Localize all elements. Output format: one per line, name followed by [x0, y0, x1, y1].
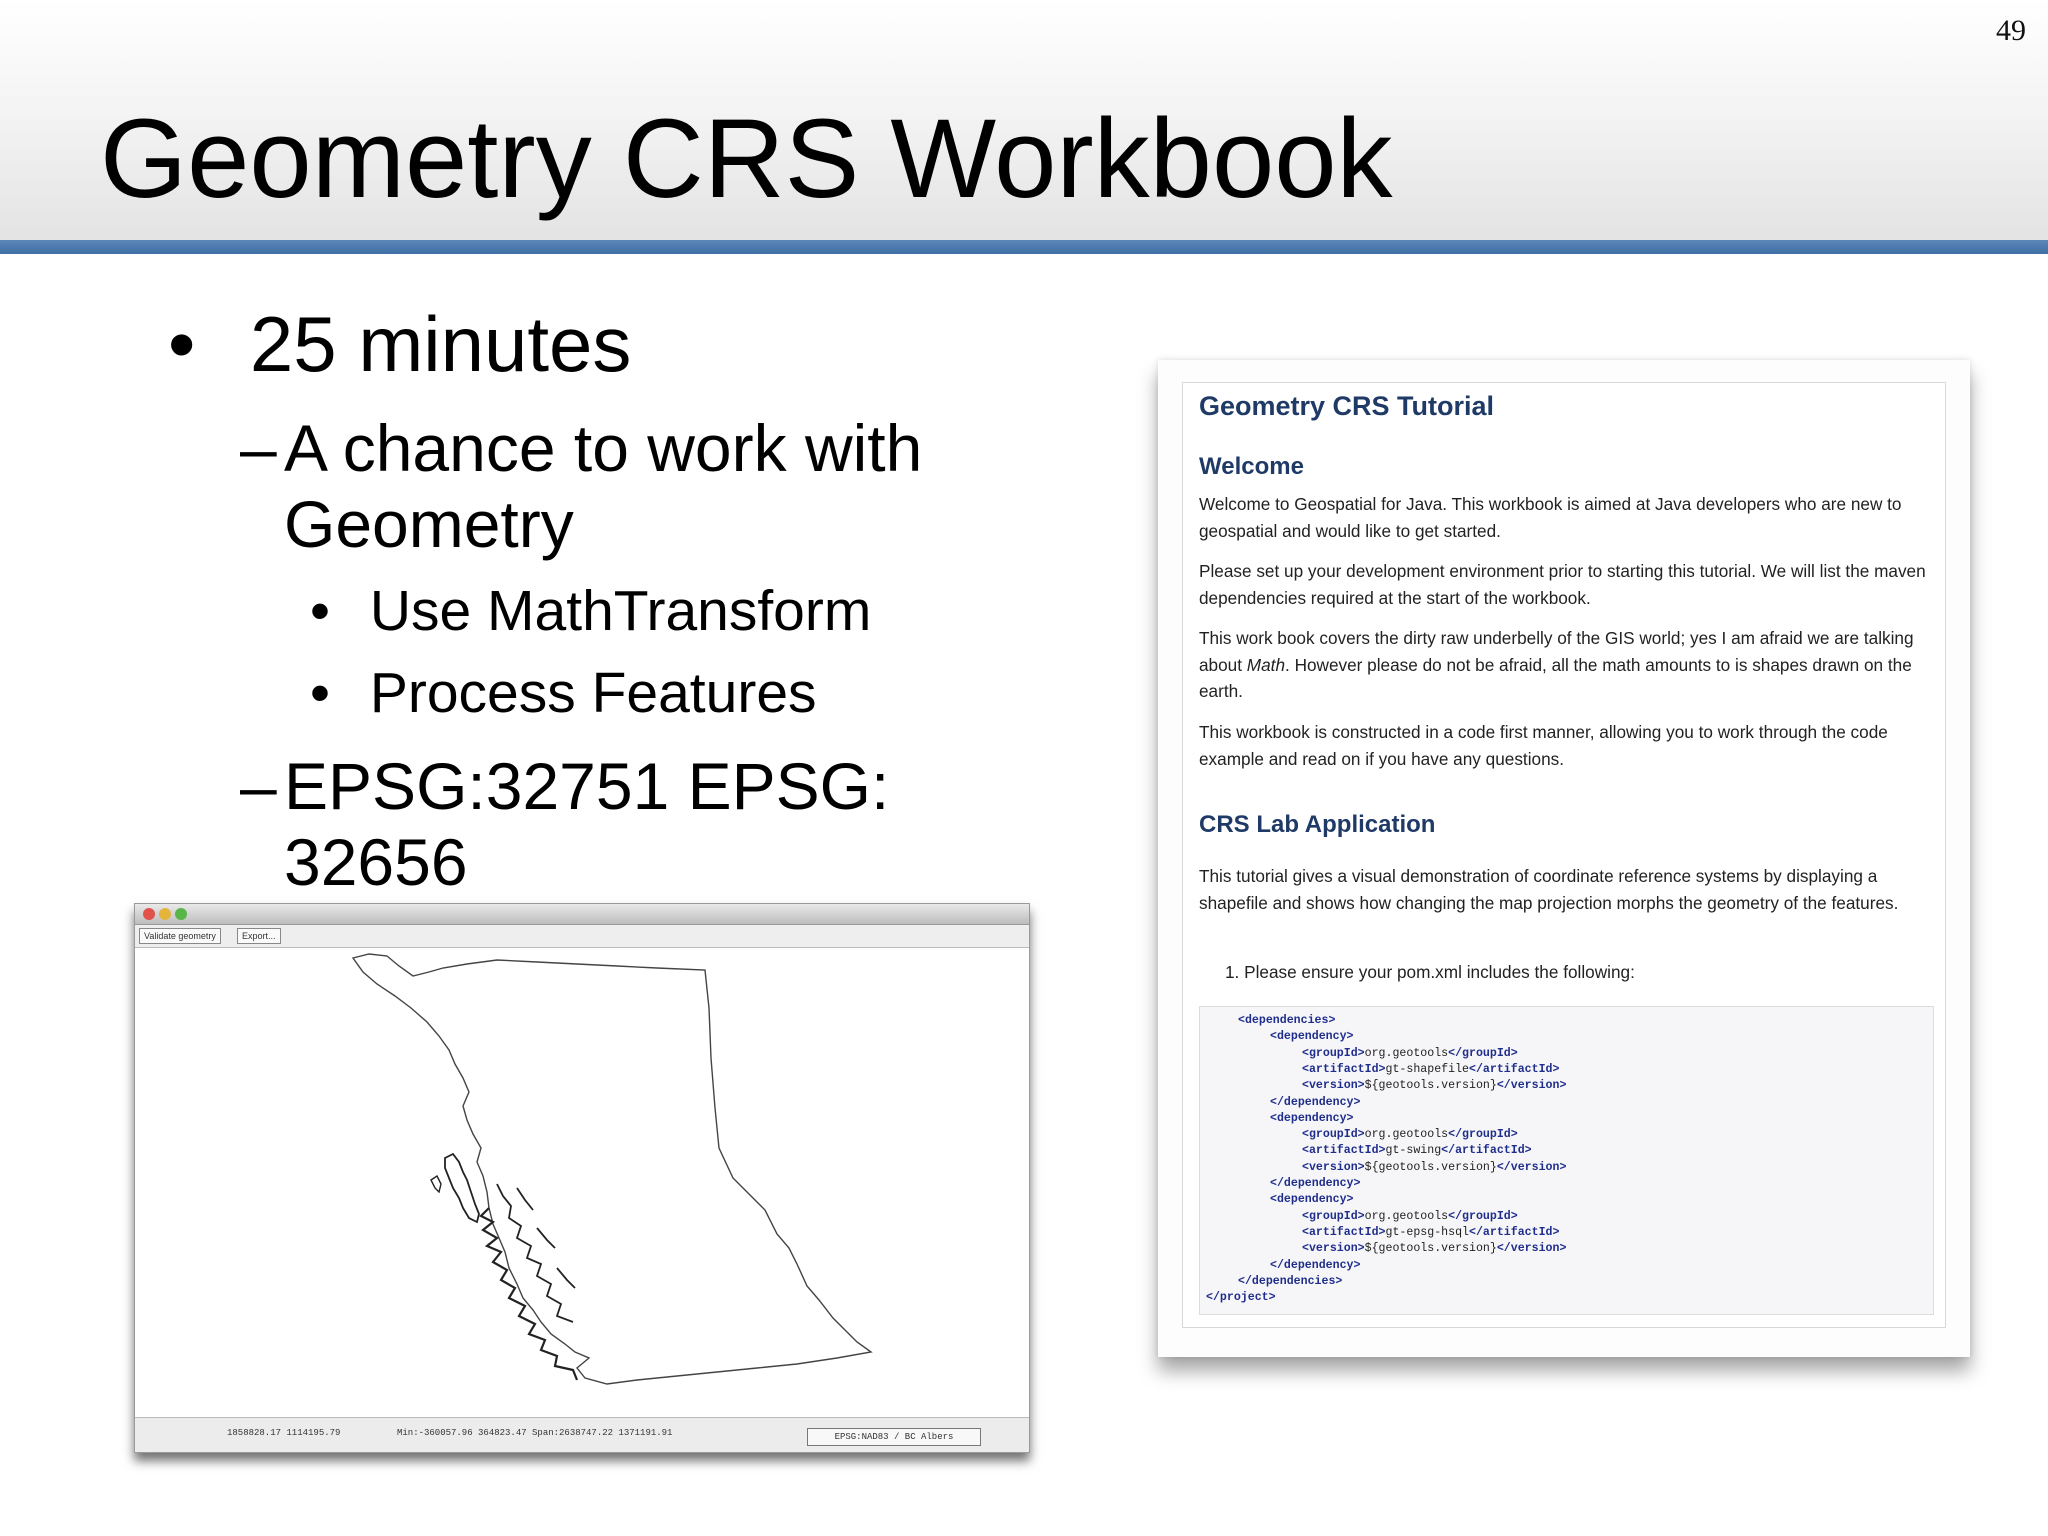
bullet-sub-mathtransform: [310, 578, 871, 644]
code-tag: <dependency>: [1270, 1111, 1354, 1125]
code-tag: <dependencies>: [1238, 1014, 1336, 1027]
cursor-coords: 1858828.17 1114195.79: [227, 1428, 341, 1438]
bullet-text: EPSG:32751 EPSG:: [284, 749, 890, 823]
doc-paragraph: Welcome to Geospatial for Java. This workbook is aimed at Java developers who are new to geospatial and would like to get started.: [1199, 494, 1902, 541]
doc-title: Geometry CRS Tutorial: [1199, 391, 1495, 421]
document-page: [1182, 382, 1946, 1328]
bullet-text-continued: 32656: [284, 825, 468, 899]
code-line: [1238, 1274, 1342, 1290]
doc-paragraph: [1199, 625, 1934, 705]
coastline-inlets: [497, 1184, 575, 1322]
title-rule: [0, 240, 2048, 254]
code-line: [1302, 1225, 1559, 1241]
code-value: ${geotools.version}: [1364, 1160, 1497, 1174]
code-line: [1302, 1209, 1518, 1225]
bullet-text: 25 minutes: [249, 300, 632, 388]
code-value: gt-epsg-hsql: [1385, 1225, 1469, 1239]
crs-selector[interactable]: EPSG:NAD83 / BC Albers: [807, 1428, 981, 1446]
code-value: ${geotools.version}: [1364, 1242, 1497, 1256]
slide-number: 49: [1996, 14, 2026, 47]
bullet-marker: •: [310, 661, 330, 725]
map-extent: Min:-360057.96 364823.47 Span:2638747.22 1371191.91: [397, 1428, 673, 1438]
map-canvas[interactable]: [137, 948, 1025, 1404]
export-button[interactable]: Export...: [237, 928, 281, 944]
code-value: org.geotools: [1364, 1209, 1449, 1223]
code-tag: </artifactId>: [1441, 1144, 1532, 1158]
code-tag: <dependency>: [1270, 1030, 1354, 1044]
bullet-text: A chance to work with: [284, 411, 923, 485]
map-window: [134, 903, 1030, 1453]
haida-gwaii: [431, 1176, 441, 1192]
code-tag: </artifactId>: [1469, 1062, 1560, 1076]
code-tag: <groupId>: [1302, 1046, 1365, 1060]
code-tag: <artifactId>: [1302, 1225, 1386, 1239]
code-line: [1302, 1046, 1518, 1062]
code-line: [1238, 1013, 1335, 1029]
pom-code-block: [1199, 1006, 1934, 1315]
code-line: [1270, 1192, 1354, 1208]
doc-emphasis: Math: [1246, 654, 1286, 675]
code-tag: </version>: [1496, 1079, 1567, 1093]
bullet-text-continued: Geometry: [284, 487, 574, 561]
code-tag: <groupId>: [1302, 1209, 1365, 1223]
lab-heading: CRS Lab Application: [1199, 811, 1436, 838]
minimize-icon[interactable]: [159, 908, 171, 920]
window-titlebar: [135, 904, 1029, 925]
bullet-text: Use MathTransform: [369, 579, 872, 643]
bullet-sub-features: [310, 660, 817, 726]
doc-list-item: 1. Please ensure your pom.xml includes the following:: [1225, 962, 1635, 982]
bullet-item-epsg: [240, 748, 889, 900]
code-tag: </dependencies>: [1238, 1274, 1343, 1288]
dash-marker: –: [240, 411, 277, 485]
code-line: [1270, 1258, 1360, 1274]
map-statusbar: [135, 1417, 1029, 1452]
dash-marker: –: [240, 749, 277, 823]
bullet-marker: •: [310, 579, 330, 643]
close-icon[interactable]: [143, 908, 155, 920]
code-line: [1302, 1241, 1566, 1257]
bullet-text: Process Features: [369, 661, 817, 725]
code-tag: </dependency>: [1270, 1258, 1361, 1272]
code-tag: <version>: [1302, 1079, 1365, 1093]
code-tag: <artifactId>: [1302, 1062, 1386, 1076]
doc-text: . However please do not be afraid, all the math amounts to is shapes drawn on the earth.: [1199, 654, 1912, 701]
code-line: [1302, 1062, 1559, 1078]
code-line: [1302, 1127, 1518, 1143]
doc-paragraph: This tutorial gives a visual demonstration of coordinate reference systems by displaying a shapefile and shows how changing the map projection morphs the geometry of the features.: [1199, 866, 1899, 913]
code-line: [1270, 1111, 1354, 1127]
code-tag: <artifactId>: [1302, 1144, 1386, 1158]
doc-text: This work book covers the dirty raw underbelly of the GIS world; yes I am afraid we are talking about: [1199, 628, 1914, 675]
code-line: [1302, 1143, 1532, 1159]
bullet-item-geometry: [240, 410, 922, 562]
code-tag: </version>: [1496, 1160, 1567, 1174]
code-tag: </artifactId>: [1469, 1225, 1560, 1239]
code-tag: </groupId>: [1448, 1046, 1518, 1060]
code-value: ${geotools.version}: [1364, 1079, 1497, 1093]
slide-title: Geometry CRS Workbook: [100, 96, 1393, 221]
code-value: gt-shapefile: [1385, 1062, 1469, 1076]
bullet-marker: •: [168, 300, 196, 388]
map-toolbar: [135, 925, 1029, 948]
validate-geometry-button[interactable]: Validate geometry: [139, 928, 221, 944]
province-outline: [353, 954, 871, 1384]
code-line: [1302, 1078, 1566, 1094]
code-tag: </version>: [1496, 1242, 1567, 1256]
code-tag: </dependency>: [1270, 1177, 1361, 1190]
zoom-icon[interactable]: [175, 908, 187, 920]
code-line: [1270, 1029, 1354, 1045]
code-line: [1270, 1176, 1360, 1192]
code-tag: <groupId>: [1302, 1128, 1365, 1142]
code-value: gt-swing: [1385, 1144, 1442, 1158]
code-tag: </groupId>: [1448, 1128, 1518, 1142]
coastline-detail: [481, 1208, 577, 1380]
code-tag: </project>: [1206, 1291, 1276, 1305]
tutorial-document: [1158, 360, 1970, 1357]
code-tag: <version>: [1302, 1160, 1365, 1174]
code-tag: <version>: [1302, 1242, 1365, 1256]
code-tag: </dependency>: [1270, 1095, 1361, 1109]
code-value: org.geotools: [1364, 1128, 1449, 1142]
code-line: [1206, 1290, 1276, 1306]
welcome-heading: Welcome: [1199, 453, 1304, 480]
code-line: [1270, 1095, 1360, 1111]
bullet-duration: [168, 300, 631, 388]
code-line: [1302, 1160, 1566, 1176]
vancouver-island: [445, 1154, 479, 1222]
doc-paragraph: This workbook is constructed in a code first manner, allowing you to work through the code example and read on if you have any questions.: [1199, 722, 1888, 769]
code-value: org.geotools: [1364, 1046, 1449, 1060]
doc-paragraph: Please set up your development environment prior to starting this tutorial. We will list the maven dependencies required at the start of the workbook.: [1199, 561, 1926, 608]
code-tag: </groupId>: [1448, 1209, 1518, 1223]
code-tag: <dependency>: [1270, 1193, 1354, 1207]
